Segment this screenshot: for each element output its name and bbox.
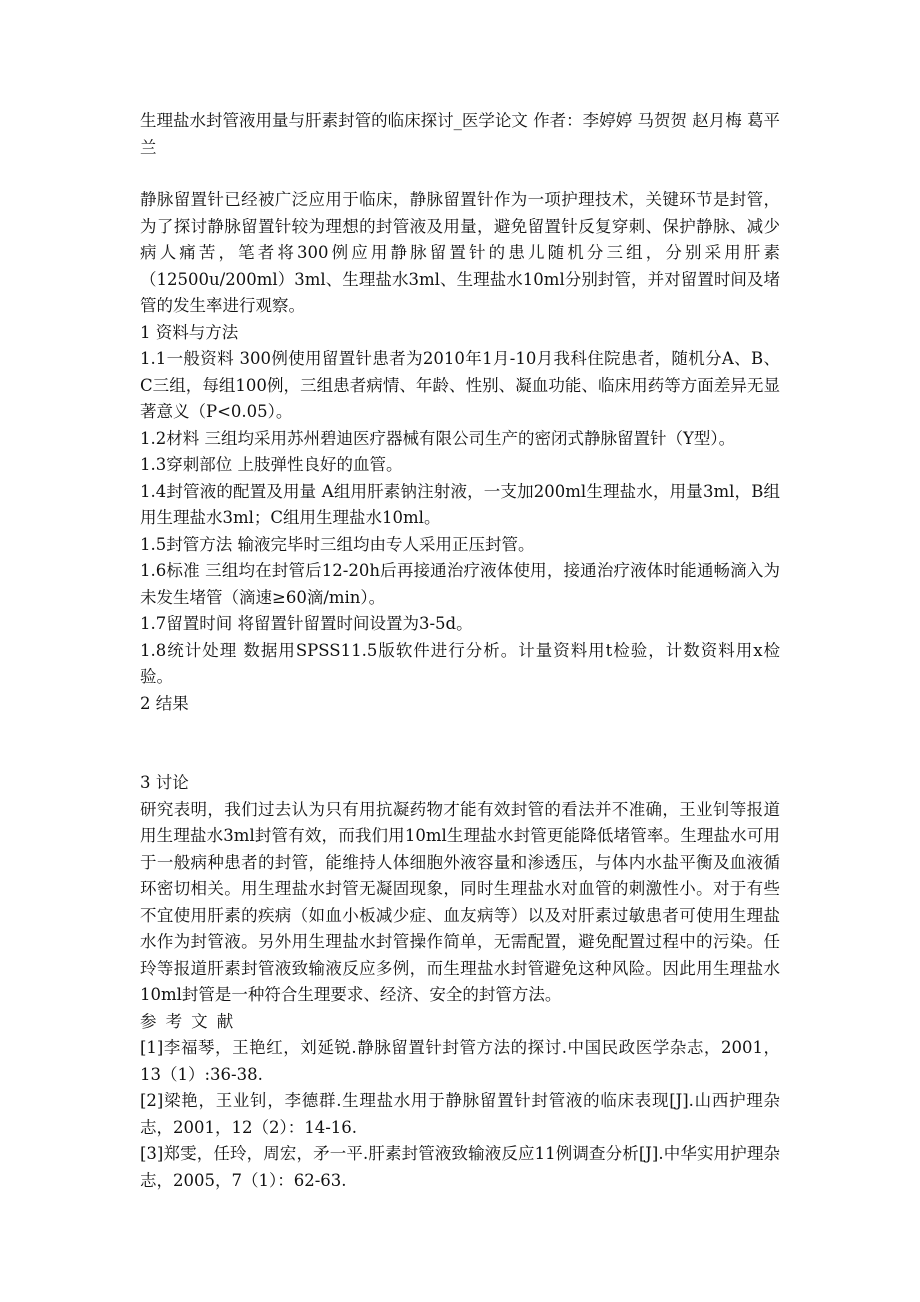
- references-heading: 参考文献: [140, 1011, 243, 1031]
- section-heading-results: 2 结果: [140, 693, 189, 713]
- methods-item-statistics: 1.8统计处理 数据用SPSS11.5版软件进行分析。计量资料用t检验，计数资料用x检验。: [140, 640, 780, 686]
- article-title: 生理盐水封管液用量与肝素封管的临床探讨_医学论文 作者：李婷婷 马贺贺 赵月梅 葛平兰: [140, 111, 780, 157]
- results-blank-space: [140, 717, 780, 770]
- methods-item-general: 1.1一般资料 300例使用留置针患者为2010年1月-10月我科住院患者，随机分A、B、C三组，每组100例，三组患者病情、年龄、性别、凝血功能、临床用药等方面差异无显著意义（P<0.05）。: [140, 349, 780, 421]
- methods-item-sealing-method: 1.5封管方法 输液完毕时三组均由专人采用正压封管。: [140, 534, 535, 554]
- discussion-paragraph: 研究表明，我们过去认为只有用抗凝药物才能有效封管的看法并不准确，王业钊等报道用生理盐水3ml封管有效，而我们用10ml生理盐水封管更能降低堵管率。生理盐水可用于一般病种患者的封管，能维持人体细胞外液容量和渗透压，与体内水盐平衡及血液循环密切相关。用生理盐水封管无凝固现象，同时生理盐水对血管的刺激性小。对于有些不宜使用肝素的疾病（如血小板减少症、血友病等）以及对肝素过敏患者可使用生理盐水作为封管液。另外用生理盐水封管操作简单，无需配置，避免配置过程中的污染。任玲等报道肝素封管液致输液反应多例，而生理盐水封管避免这种风险。因此用生理盐水10ml封管是一种符合生理要求、经济、安全的封管方法。: [140, 799, 780, 1004]
- methods-item-criteria: 1.6标准 三组均在封管后12-20h后再接通治疗液体使用，接通治疗液体时能通畅滴入为未发生堵管（滴速≥60滴/min）。: [140, 561, 780, 607]
- reference-item-1: [1]李福琴，王艳红，刘延锐.静脉留置针封管方法的探讨.中国民政医学杂志，2001，13（1）:36-38.: [140, 1038, 780, 1084]
- reference-item-3: [3]郑雯，任玲，周宏，矛一平.肝素封管液致输液反应11例调查分析[J].中华实用护理杂志，2005，7（1）：62-63.: [140, 1144, 780, 1190]
- methods-item-materials: 1.2材料 三组均采用苏州碧迪医疗器械有限公司生产的密闭式静脉留置针（Y型）。: [140, 428, 736, 448]
- methods-item-solution: 1.4封管液的配置及用量 A组用肝素钠注射液，一支加200ml生理盐水，用量3ml，B组用生理盐水3ml；C组用生理盐水10ml。: [140, 481, 780, 527]
- abstract-paragraph: 静脉留置针已经被广泛应用于临床，静脉留置针作为一项护理技术，关键环节是封管，为了探讨静脉留置针较为理想的封管液及用量，避免留置针反复穿刺、保护静脉、减少病人痛苦，笔者将300例应用静脉留置针的患儿随机分三组，分别采用肝素（12500u/200ml）3ml、生理盐水3ml、生理盐水10ml分别封管，并对留置时间及堵管的发生率进行观察。: [140, 190, 780, 315]
- article: [140, 108, 780, 1194]
- methods-item-indwelling-time: 1.7留置时间 将留置针留置时间设置为3-5d。: [140, 614, 473, 633]
- methods-item-puncture-site: 1.3穿刺部位 上肢弹性良好的血管。: [140, 455, 403, 474]
- section-heading-methods: 1 资料与方法: [140, 322, 239, 342]
- reference-item-2: [2]梁艳，王业钊，李德群.生理盐水用于静脉留置针封管液的临床表现[J].山西护理杂志，2001，12（2）：14-16.: [140, 1091, 780, 1137]
- section-heading-discussion: 3 讨论: [140, 773, 189, 792]
